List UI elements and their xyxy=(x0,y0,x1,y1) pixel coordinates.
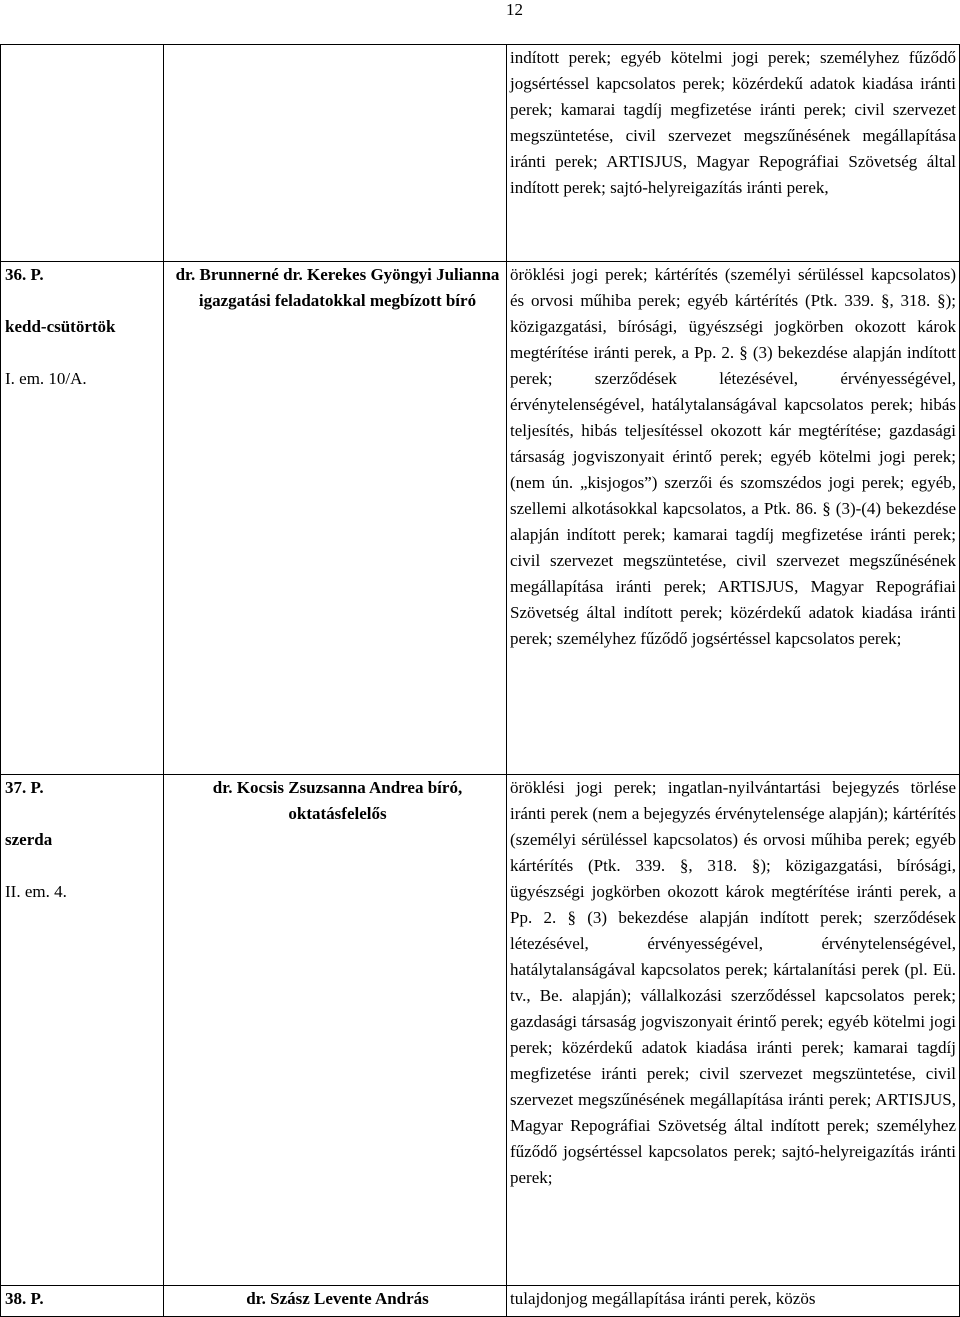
cases-cell xyxy=(507,1286,960,1317)
table-row xyxy=(1,1286,960,1317)
day-code: 38. P. xyxy=(5,1289,44,1308)
judge-cell xyxy=(164,775,507,1286)
judge-name: dr. Kocsis Zsuzsanna Andrea bíró, oktatásfelelős xyxy=(212,778,463,823)
cases-cell xyxy=(507,45,960,262)
case-types-text: tulajdonjog megállapítása iránti perek, közös xyxy=(510,1289,816,1308)
judge-cell xyxy=(164,1286,507,1317)
day-name: kedd-csütörtök xyxy=(5,317,116,336)
day-code: 37. P. xyxy=(5,778,44,797)
judge-cell xyxy=(164,262,507,775)
day-name: szerda xyxy=(5,830,53,849)
judge-name: dr. Brunnerné dr. Kerekes Gyöngyi Julianna igazgatási feladatokkal megbízott bíró xyxy=(175,265,500,310)
day-code: 36. P. xyxy=(5,265,44,284)
cases-cell xyxy=(507,775,960,1286)
case-types-text: öröklési jogi perek; kártérítés (személyi sérüléssel kapcsolatos) és orvosi műhiba perek; egyéb kártérítés (Ptk. 339. §, 318. §); közigazgatási, bírósági, ügyészségi jogkörben okozott károk megtérítése iránti perek, a Pp. 2. § (3) bekezdése alapján indított perek; szerződések létezésével, érvényességével, érvénytelenségével, hatálytalanságával kapcsolatos perek; hibás teljesítés, hibás teljesítéssel okozott kár megtérítése; gazdasági társaság jogviszonyait érintő perek; egyéb kötelmi jogi perek; (nem ún. „kisjogos”) szerzői és szomszédos jogi perek; egyéb, szellemi alkotásokkal kapcsolatos, a Ptk. 86. § (3)-(4) bekezdése alapján indított perek; kamarai tagdíj megfizetése iránti perek; civil szervezet megszüntetése, civil szervezet megszűnésének megállapítása iránti perek; ARTISJUS, Magyar Repográfiai Szövetség által indított perek; közérdekű adatok kiadása iránti perek; személyhez fűződő jogsértéssel kapcsolatos perek; xyxy=(510,265,956,648)
schedule-table xyxy=(0,44,960,1317)
day-cell xyxy=(1,775,164,1286)
judge-cell xyxy=(164,45,507,262)
table-row xyxy=(1,775,960,1286)
page-number: 12 xyxy=(506,0,523,19)
room: I. em. 10/A. xyxy=(5,369,87,388)
table-row xyxy=(1,45,960,262)
room: II. em. 4. xyxy=(5,882,67,901)
day-cell xyxy=(1,45,164,262)
table-row xyxy=(1,262,960,775)
cases-cell xyxy=(507,262,960,775)
case-types-text: öröklési jogi perek; ingatlan-nyilvántartási bejegyzés törlése iránti perek (nem a bejegyzés érvénytelensége alapján); kártérítés (személyi sérüléssel kapcsolatos) és orvosi műhiba perek; egyéb kártérítés (Ptk. 339. §, 318. §); közigazgatási, bírósági, ügyészségi jogkörben okozott károk megtérítése iránti perek, a Pp. 2. § (3) bekezdése alapján indított perek; szerződések létezésével, érvényességével, érvénytelenségével, hatálytalanságával kapcsolatos perek; kártalanítási perek (pl. Eü. tv., Be. alapján); vállalkozási szerződéssel kapcsolatos perek; gazdasági társaság jogviszonyait érintő perek; egyéb kötelmi jogi perek; közérdekű adatok kiadása iránti perek; kamarai tagdíj megfizetése iránti perek; civil szervezet megszüntetése, civil szervezet megszűnésének megállapítása iránti perek; ARTISJUS, Magyar Repográfiai Szövetség által indított perek; személyhez fűződő jogsértéssel kapcsolatos perek; sajtó-helyreigazítás iránti perek; xyxy=(510,778,956,1187)
judge-name: dr. Szász Levente András xyxy=(246,1289,429,1308)
day-cell xyxy=(1,1286,164,1317)
day-cell xyxy=(1,262,164,775)
case-types-text: indított perek; egyéb kötelmi jogi perek; személyhez fűződő jogsértéssel kapcsolatos perek; közérdekű adatok kiadása iránti perek; kamarai tagdíj megfizetése iránti perek; civil szervezet megszüntetése, civil szervezet megszűnésének megállapítása iránti perek; ARTISJUS, Magyar Repográfiai Szövetség által indított perek; sajtó-helyreigazítás iránti perek, xyxy=(510,48,956,197)
